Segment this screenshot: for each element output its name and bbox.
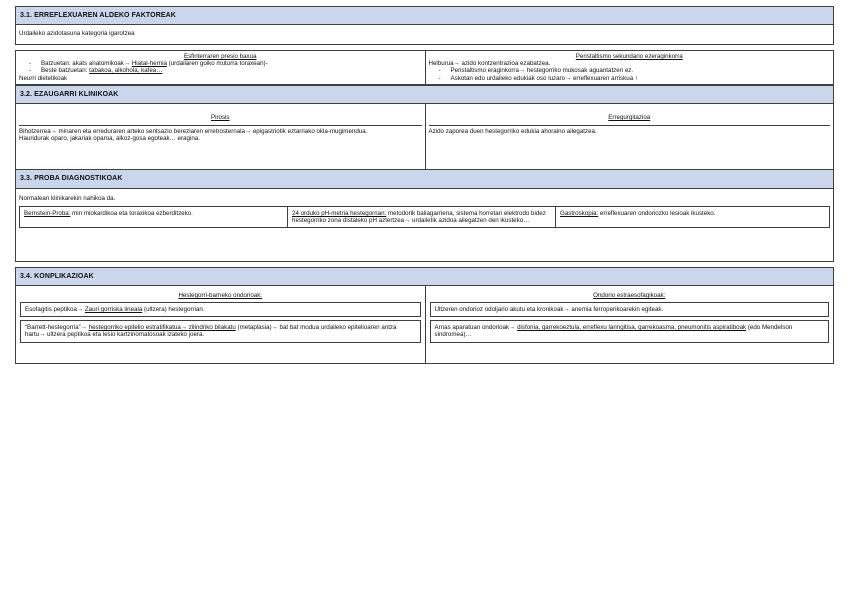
diagnostics-intro: Normalean klinikarekin nahikoa da.: [19, 194, 116, 202]
section-title-factors: 3.1. ERREFLEXUAREN ALDEKO FAKTOREAK: [15, 6, 834, 25]
clinical-table: [15, 104, 834, 170]
factors-right-line: Helburua→ azido kontzentrazioa ezabatzea.: [428, 60, 551, 68]
section-title-clinical: 3.2. EZAUGARRI KLINIKOAK: [15, 85, 834, 104]
factors-left-list: [19, 60, 422, 74]
bernstein-cell: Bernstein-Proba: min miokardikoa eta toraxikoa ezberditzeko.: [24, 210, 193, 218]
list-item: - Beste batzuetan: tabakoa, alkohola, kafea…: [41, 67, 422, 74]
pirosis-text-2: Hauridurak oparo, jakariak oparoa, alkoz-gosa egoteak… eragina.: [19, 135, 200, 143]
section-title-complications: 3.4. KONPLIKAZIOAK: [15, 267, 834, 286]
document-page: [15, 6, 834, 364]
pirosis-text: Bihotzerrea→ minaren eta erreduraren arteko sentsazio bereziaren erretrosternala→ epigastriotik eztarriako okla-mugimendua.: [19, 128, 368, 136]
ph-metry-link: 24 orduko pH-metria hestegorrian:: [292, 210, 387, 218]
complications-right-cell: [425, 286, 834, 363]
barrett-box: “Barrett-hestegorria”→ hestegorriko epitelio estratifikatua→ zilindriko bilakatu (metaplasia)→ bat bat modua urdaileko epitelioaren antza hartu→ ultzera peptikoa eta lesio kartzinomatosoak izateko joera.: [20, 320, 421, 342]
habits-link: tabakoa, alkohola, kafea…: [89, 67, 163, 75]
list-item: - Askotan edo urdaileko edukiak oso luzaro→ erreflexuaren arriskua ↑: [451, 75, 831, 82]
list-item: - Peristaltismo eraginkorra→ hestegorriko mukosak aguantatzen ez.: [451, 67, 831, 74]
factors-left-tail: Neurri dietetikoak: [19, 74, 68, 82]
list-item: - Batzuetan: akats anatomikoak→ Hiatal-hernia (urdailaren goiko muturra toraxean)-: [41, 60, 422, 67]
respiratory-link: disfonia, garrekoeztula, erreflexu laringitisa, garrekoasma, pneumonitis aspiratiboak: [517, 324, 747, 332]
factors-table: [15, 50, 834, 85]
factors-right-heading: Peristaltismo sekundario ezeraginkorra: [575, 53, 683, 60]
complications-left-cell: [16, 286, 425, 363]
section-title-diagnostics: 3.3. PROBA DIAGNOSTIKOAK: [15, 170, 834, 189]
diagnostics-block: [15, 189, 834, 262]
factors-right-cell: [425, 51, 834, 84]
regurgitation-heading: Erregurgitazioa: [608, 113, 651, 121]
ulcers-box: Ultzeren ondorioz odoljario akutu eta kronikoak→ anemia ferroperikoarekin egiteak.: [430, 302, 830, 317]
diagnostics-table: [19, 206, 830, 228]
gastroscopy-cell: Gastroskopia: erreflexuaren ondoriozko lesioak ikusteko.: [555, 207, 829, 227]
internal-complications-heading: Hestegorri-barneko ondorioak:: [178, 291, 263, 299]
factors-intro: Urdaileko azidotasuna kategoria igarotzea: [15, 25, 834, 45]
gastroscopy-link: Gastroskopia:: [560, 210, 599, 218]
clinical-left-cell: [16, 104, 425, 169]
extraesophageal-heading: Ondorio estraesofagikoak:: [593, 291, 666, 299]
regurgitation-text: Azido zaporea duen hestegorriko edukia ahoraino ailegatzea.: [428, 128, 597, 136]
respiratory-box: Arnas aparatuan ondorioak→ disfonia, garrekoeztula, erreflexu laringitisa, garrekoasma, pneumonitis aspiratiboak (edo Mendelson sindromea)…: [430, 320, 830, 342]
red-wound-link: Zauri gorriska lineala: [84, 306, 143, 314]
epithelium-link: hestegorriko epitelio estratifikatua→ zilindriko bilakatu: [88, 324, 236, 332]
hiatal-hernia-link: Hiatal-hernia: [131, 60, 167, 68]
factors-left-cell: [16, 51, 425, 84]
pirosis-heading: Pirosis: [210, 113, 230, 121]
bernstein-link: Bernstein-Proba:: [24, 210, 71, 218]
ph-metry-cell: 24 orduko pH-metria hestegorrian: metodorik baliagarriena, sistema horretan elektrodo bidez hestegorriko zona distaleko pH aztertzea→ urdailetik azidoa ailegatzen den ikusteko…: [287, 207, 555, 227]
factors-right-list: [429, 67, 831, 81]
factors-left-heading: Esfinterraren presio baxua: [183, 53, 257, 60]
esophagitis-box: Esofagitis peptikoa→ Zauri gorriska lineala (ultzera) hestegorrian.: [20, 302, 421, 317]
complications-table: [15, 286, 834, 364]
clinical-right-cell: [425, 104, 834, 169]
